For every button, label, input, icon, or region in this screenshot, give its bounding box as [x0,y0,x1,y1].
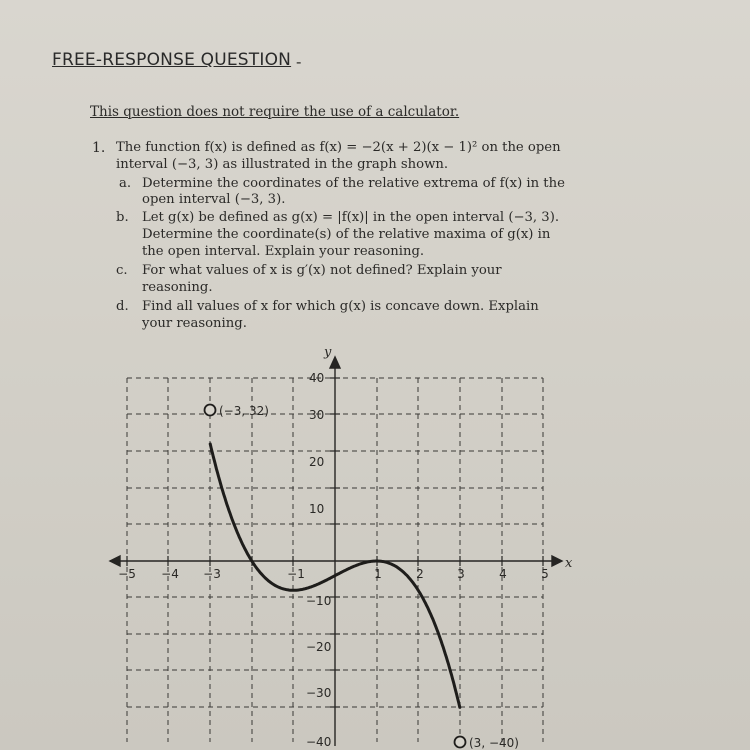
part-b-line: the open interval. Explain your reasoning. [142,244,425,259]
page-heading: FREE-RESPONSE QUESTION [52,50,292,70]
endpoint-label-right: (3, −40) [469,736,519,750]
question-intro-line: The function f(x) is defined as f(x) = −2(x + 2)(x − 1)² on the open [116,140,561,155]
y-tick-label: 30 [309,408,325,422]
y-tick-label: −10 [306,594,332,608]
y-tick-label: −30 [306,686,332,700]
x-tick-label: 4 [499,567,507,581]
y-tick-label: 40 [309,371,325,385]
part-b-line: Determine the coordinate(s) of the relative maxima of g(x) in [142,227,551,242]
x-tick-label: −5 [118,567,136,581]
x-tick-label: 1 [374,567,382,581]
x-axis-label: x [565,556,573,571]
part-c-label: c. [116,263,128,278]
question-number: 1. [92,140,106,156]
heading-dash: - [296,52,302,71]
open-endpoint-left [205,405,216,416]
part-a-label: a. [119,176,132,191]
open-endpoint-right [455,737,466,748]
x-tick-label: 3 [457,567,465,581]
y-tick-label: 20 [309,455,325,469]
part-c-line: reasoning. [142,280,213,295]
x-tick-label: 2 [416,567,424,581]
part-d-line: your reasoning. [142,316,247,331]
x-tick-label: −3 [203,567,221,581]
y-axis-label: y [324,345,332,360]
y-tick-label: −40 [306,735,332,749]
part-b-line: Let g(x) be defined as g(x) = |f(x)| in the open interval (−3, 3). [142,210,560,225]
calculator-note: This question does not require the use of a calculator. [90,104,460,120]
y-tick-label: −20 [306,640,332,654]
x-tick-label: −1 [287,567,305,581]
part-a-line: Determine the coordinates of the relative extrema of f(x) in the [142,176,565,191]
part-a-line: open interval (−3, 3). [142,192,286,207]
part-c-line: For what values of x is g′(x) not defined? Explain your [142,263,502,278]
x-tick-label: 5 [541,567,549,581]
graph-axes [110,357,562,746]
x-tick-label: −4 [161,567,179,581]
part-d-line: Find all values of x for which g(x) is concave down. Explain [142,299,539,314]
part-b-label: b. [116,210,129,225]
endpoint-label-left: (−3, 32) [219,404,269,418]
question-intro-line: interval (−3, 3) as illustrated in the graph shown. [116,157,449,172]
part-d-label: d. [116,299,129,314]
y-tick-label: 10 [309,502,325,516]
